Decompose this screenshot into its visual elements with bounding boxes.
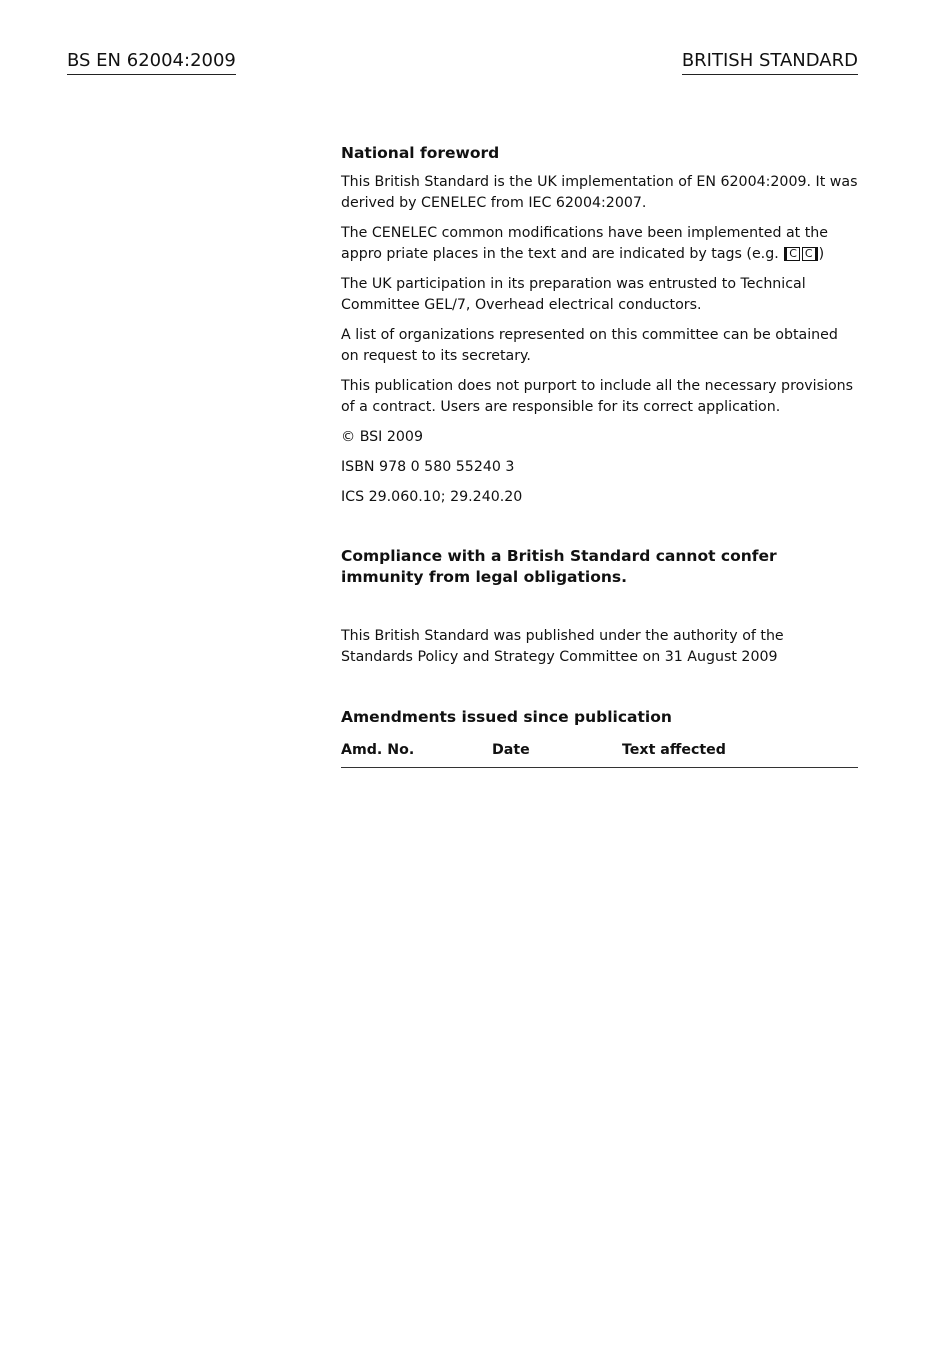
text-affected-column-header: Text affected (622, 740, 858, 768)
foreword-column (341, 142, 858, 768)
foreword-implementation-paragraph: This British Standard is the UK implementation of EN 62004:2009. It was derived by CENELEC from IEC 62004:2007. (341, 174, 858, 211)
national-foreword-heading: National foreword (341, 144, 500, 162)
amd-no-column-header: Amd. No. (341, 740, 492, 768)
standard-type-header: BRITISH STANDARD (682, 49, 858, 75)
foreword-modifications-paragraph (341, 223, 858, 265)
tag-open-icon: C (784, 247, 800, 261)
foreword-disclaimer-paragraph: This publication does not purport to include all the necessary provisions of a contract. Users are responsible for its correct application. (341, 378, 854, 415)
foreword-organizations-paragraph: A list of organizations represented on this committee can be obtained on request to its secretary. (341, 327, 838, 364)
isbn-line: ISBN 978 0 580 55240 3 (341, 459, 515, 475)
foreword-committee-paragraph: The UK participation in its preparation was entrusted to Technical Committee GEL/7, Overhead electrical conductors. (341, 276, 806, 313)
copyright-line: © BSI 2009 (341, 429, 423, 445)
document-code-header: BS EN 62004:2009 (67, 49, 236, 75)
date-column-header: Date (492, 740, 622, 768)
amendments-heading: Amendments issued since publication (341, 708, 672, 726)
modifications-text: The CENELEC common modifications have been implemented at the appro priate places in the text and are indicated by tags (e.g. (341, 225, 829, 262)
tag-close-icon: C (802, 247, 818, 261)
modifications-text-end: ) (818, 246, 825, 262)
publication-authority-statement: This British Standard was published under the authority of the Standards Policy and Strategy Committee on 31 August 2009 (341, 628, 784, 665)
amendments-table (341, 740, 858, 768)
compliance-notice: Compliance with a British Standard cannot confer immunity from legal obligations. (341, 547, 777, 586)
ics-line: ICS 29.060.10; 29.240.20 (341, 489, 523, 505)
amendments-table-header-row (341, 740, 858, 768)
